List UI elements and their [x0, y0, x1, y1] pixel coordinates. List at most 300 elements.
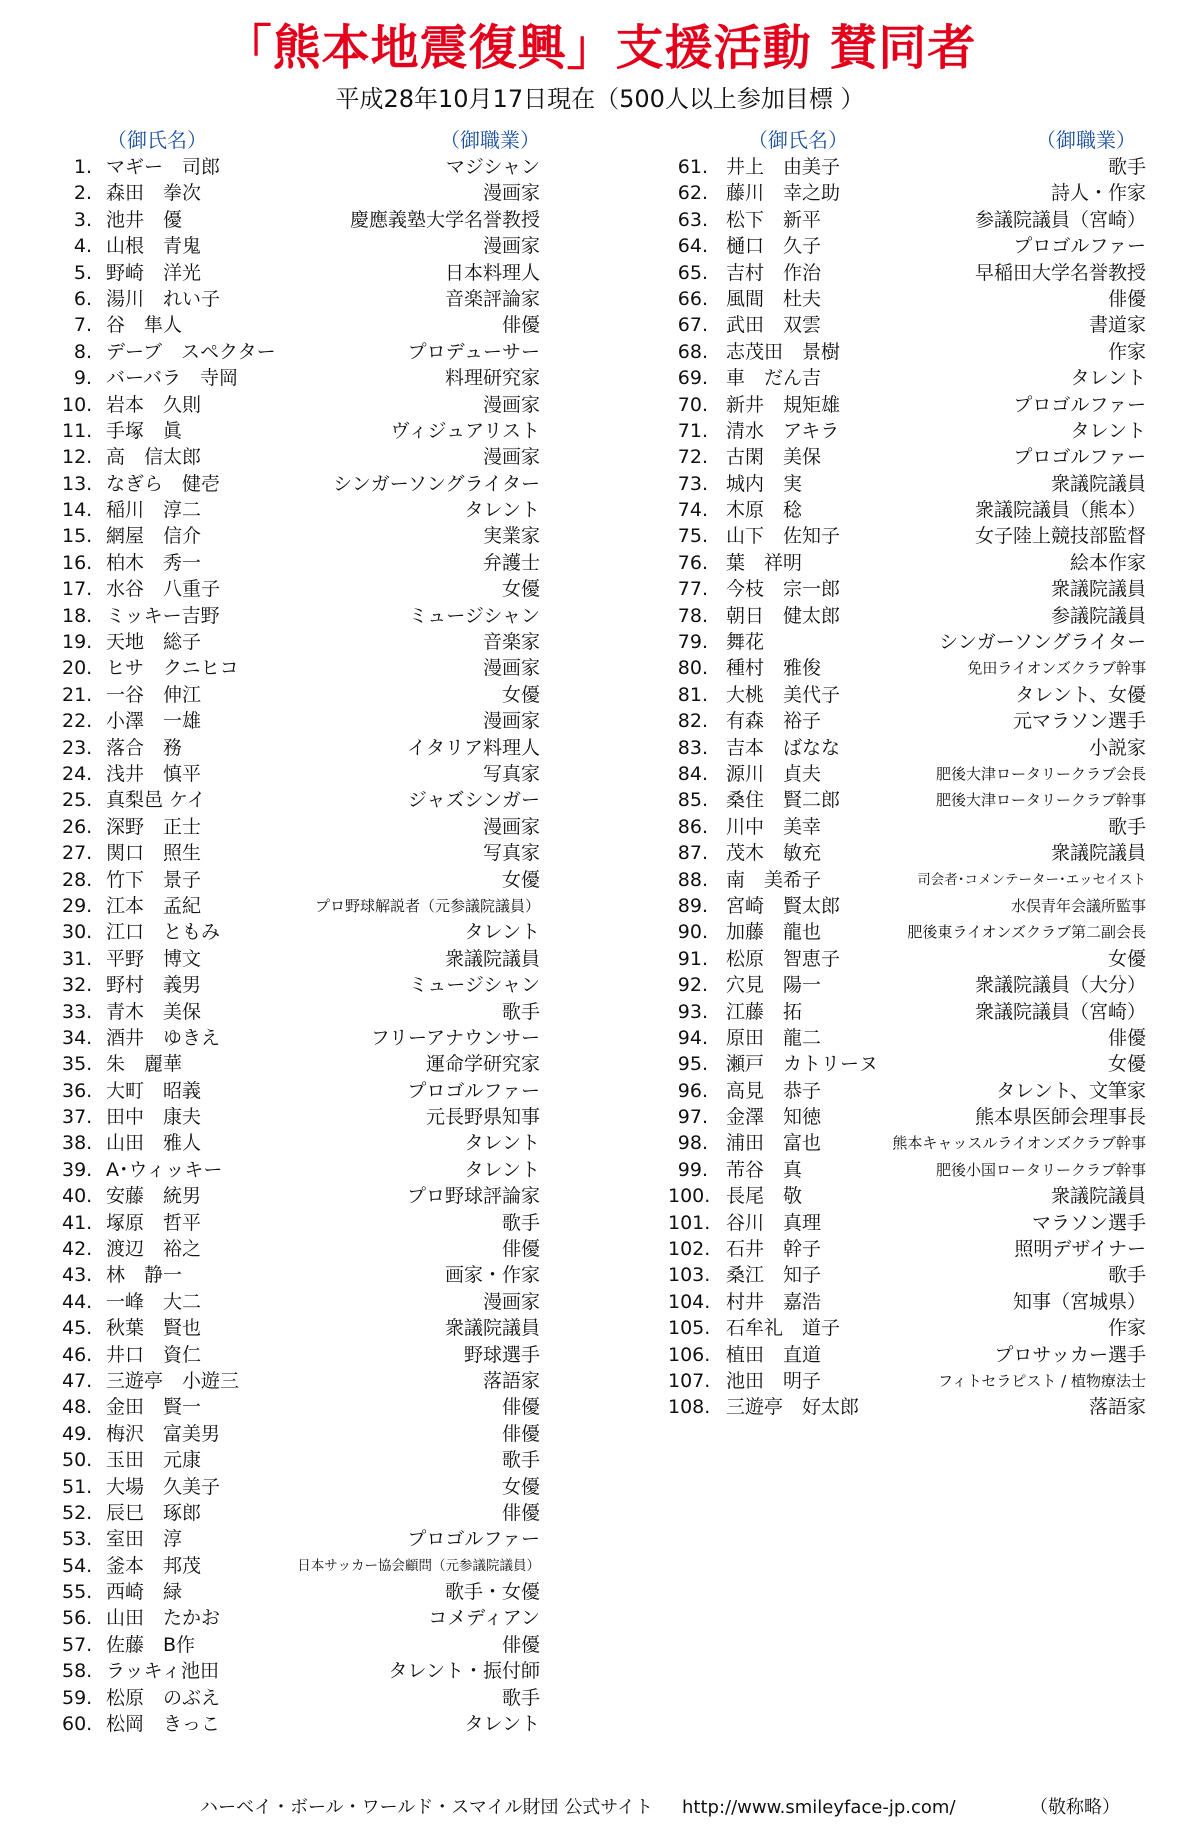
- footer-text: ハーベイ・ボール・ワールド・スマイル財団 公式サイト: [200, 1797, 654, 1818]
- supporter-occupation: 歌手・女優: [444, 1581, 540, 1604]
- entry-number: 46.: [62, 1343, 93, 1366]
- supporter-occupation: 俳優: [1107, 287, 1146, 310]
- list-item: [62, 682, 540, 708]
- supporter-name: 有森 裕子: [726, 710, 822, 733]
- entry-number: 107.: [668, 1369, 711, 1392]
- supporter-occupation: 俳優: [501, 1396, 540, 1419]
- list-item: [62, 972, 540, 998]
- entry-number: 80.: [677, 657, 708, 680]
- supporter-name: 大場 久美子: [106, 1475, 221, 1498]
- supporter-occupation: プロゴルファー: [407, 1079, 540, 1102]
- supporter-occupation: 漫画家: [482, 393, 540, 416]
- entry-number: 20.: [62, 657, 93, 680]
- supporter-rows: [62, 154, 540, 1737]
- entry-number: 92.: [677, 974, 708, 997]
- list-item: [62, 286, 540, 312]
- footer-note: （敬称略）: [1030, 1797, 1120, 1818]
- supporter-occupation: 画家・作家: [444, 1264, 540, 1287]
- list-item: [668, 708, 1146, 734]
- list-item: [62, 1447, 540, 1473]
- supporter-name: 城内 実: [726, 472, 803, 495]
- entry-number: 87.: [677, 842, 708, 865]
- supporter-occupation: 肥後大津ロータリークラブ幹事: [935, 791, 1146, 810]
- supporter-occupation: 元マラソン選手: [1012, 710, 1146, 733]
- supporter-name: 辰巳 琢郎: [106, 1501, 202, 1524]
- entry-number: 2.: [73, 182, 92, 205]
- supporter-occupation: 作家: [1107, 1317, 1146, 1340]
- entry-number: 90.: [677, 921, 708, 944]
- list-item: [62, 1236, 540, 1262]
- entry-number: 65.: [677, 261, 708, 284]
- list-item: [62, 418, 540, 444]
- entry-number: 8.: [73, 340, 92, 363]
- list-item: [668, 1236, 1146, 1262]
- entry-number: 62.: [677, 182, 708, 205]
- supporter-name: 桑住 賢二郎: [726, 789, 841, 812]
- supporter-name: 樋口 久子: [726, 235, 822, 258]
- list-item: [668, 550, 1146, 576]
- list-item: [62, 1051, 540, 1077]
- list-item: [62, 919, 540, 945]
- supporter-occupation: イタリア料理人: [406, 736, 540, 759]
- list-item: [62, 1104, 540, 1130]
- supporter-name: 植田 直道: [726, 1343, 822, 1366]
- supporter-name: 南 美希子: [726, 868, 822, 891]
- supporter-occupation: プロゴルファー: [407, 1528, 540, 1551]
- supporter-name: 谷川 真理: [726, 1211, 822, 1234]
- supporter-occupation: 俳優: [501, 1501, 540, 1524]
- supporter-name: 山下 佐知子: [726, 525, 841, 548]
- entry-number: 38.: [62, 1132, 93, 1155]
- supporter-name: 関口 照生: [106, 842, 202, 865]
- entry-number: 60.: [62, 1713, 93, 1736]
- supporter-occupation: 漫画家: [482, 182, 540, 205]
- supporter-occupation: 詩人・作家: [1050, 182, 1146, 205]
- list-item: [668, 1289, 1146, 1315]
- supporter-occupation: 参議院議員（宮崎）: [974, 208, 1146, 231]
- supporter-name: 葉 祥明: [726, 551, 803, 574]
- entry-number: 68.: [677, 340, 708, 363]
- supporter-occupation: 音楽評論家: [444, 287, 540, 310]
- supporter-occupation: 音楽家: [482, 631, 540, 654]
- list-item: [668, 444, 1146, 470]
- list-item: [62, 1500, 540, 1526]
- supporter-name: 車 だん吉: [726, 367, 822, 390]
- entry-number: 76.: [677, 551, 708, 574]
- supporter-occupation: 肥後東ライオンズクラブ第二副会長: [907, 923, 1146, 942]
- supporter-name: 松岡 きっこ: [106, 1713, 221, 1736]
- supporter-name: 玉田 元康: [106, 1449, 202, 1472]
- entry-number: 15.: [62, 525, 93, 548]
- list-item: [668, 365, 1146, 391]
- list-item: [62, 233, 540, 259]
- list-item: [62, 365, 540, 391]
- entry-number: 72.: [677, 446, 708, 469]
- list-item: [668, 1368, 1146, 1394]
- supporter-occupation: 照明デザイナー: [1014, 1238, 1146, 1261]
- supporter-name: 石牟礼 道子: [726, 1317, 841, 1340]
- footer-url-link[interactable]: http://www.smileyface-jp.com/: [682, 1797, 956, 1818]
- supporter-name: 渡辺 裕之: [106, 1238, 202, 1261]
- supporter-name: 三遊亭 小遊三: [106, 1369, 240, 1392]
- supporter-name: 長尾 敬: [726, 1185, 803, 1208]
- entry-number: 25.: [62, 789, 93, 812]
- list-item: [62, 1605, 540, 1631]
- list-item: [62, 603, 540, 629]
- entry-number: 30.: [62, 921, 93, 944]
- list-item: [62, 655, 540, 681]
- supporter-name: 池田 明子: [726, 1369, 822, 1392]
- supporter-name: 浦田 富也: [726, 1132, 822, 1155]
- supporter-occupation: 漫画家: [482, 235, 540, 258]
- supporter-occupation: 衆議院議員: [444, 1317, 540, 1340]
- supporter-name: 森田 拳次: [106, 182, 202, 205]
- supporter-name: 志茂田 景樹: [726, 340, 841, 363]
- list-item: [62, 576, 540, 602]
- list-item: [668, 814, 1146, 840]
- list-item: [668, 497, 1146, 523]
- supporter-name: 芾谷 真: [726, 1158, 803, 1181]
- entry-number: 75.: [677, 525, 708, 548]
- entry-number: 14.: [62, 499, 93, 522]
- entry-number: 100.: [668, 1185, 711, 1208]
- entry-number: 12.: [62, 446, 93, 469]
- supporter-name: 手塚 眞: [106, 419, 183, 442]
- entry-number: 70.: [677, 393, 708, 416]
- entry-number: 85.: [677, 789, 708, 812]
- supporter-name: デーブ スペクター: [106, 340, 276, 363]
- list-item: [62, 1632, 540, 1658]
- supporter-name: 青木 美保: [106, 1000, 202, 1023]
- entry-number: 71.: [677, 419, 708, 442]
- entry-number: 67.: [677, 314, 708, 337]
- list-item: [62, 392, 540, 418]
- supporter-occupation: 女優: [1107, 1053, 1146, 1076]
- supporter-name: 野崎 洋光: [106, 261, 202, 284]
- supporter-occupation: ミュージシャン: [408, 604, 540, 627]
- entry-number: 59.: [62, 1686, 93, 1709]
- supporter-occupation: 歌手: [1107, 156, 1146, 178]
- supporter-name: 加藤 龍也: [726, 921, 822, 944]
- entry-number: 103.: [668, 1264, 711, 1287]
- supporter-occupation: 漫画家: [482, 657, 540, 680]
- supporter-occupation: 日本サッカー協会顧問（元参議院議員）: [297, 1557, 540, 1574]
- entry-number: 16.: [62, 551, 93, 574]
- list-item: [62, 1157, 540, 1183]
- supporter-occupation: 肥後大津ロータリークラブ会長: [935, 764, 1146, 783]
- supporter-occupation: プロゴルファー: [1013, 235, 1146, 258]
- supporter-occupation: シンガーソングライター: [333, 472, 540, 495]
- list-item: [668, 312, 1146, 338]
- supporter-name: 江藤 拓: [726, 1000, 803, 1023]
- entry-number: 5.: [73, 261, 92, 284]
- supporter-occupation: 衆議院議員: [1050, 472, 1146, 495]
- supporter-name: 天地 総子: [106, 631, 202, 654]
- list-item: [62, 893, 540, 919]
- list-item: [62, 1526, 540, 1552]
- supporter-name: マギー 司郎: [106, 156, 221, 178]
- entry-number: 86.: [677, 815, 708, 838]
- supporter-occupation: タレント・振付師: [388, 1660, 540, 1683]
- supporter-name: 高 信太郎: [106, 446, 202, 469]
- list-item: [668, 840, 1146, 866]
- supporter-occupation: 料理研究家: [444, 367, 540, 390]
- supporter-name: 小澤 一雄: [106, 710, 202, 733]
- supporter-occupation: フィトセラピスト / 植物療法士: [938, 1371, 1146, 1390]
- supporter-name: 金田 賢一: [106, 1396, 202, 1419]
- supporter-occupation: 知事（宮城県）: [1012, 1290, 1146, 1313]
- supporter-occupation: 俳優: [501, 1238, 540, 1261]
- supporter-name: 松下 新平: [726, 208, 822, 231]
- list-item: [62, 312, 540, 338]
- supporter-name: 江本 孟紀: [106, 894, 202, 917]
- page-title: 「熊本地震復興」支援活動 賛同者: [223, 20, 977, 76]
- entry-number: 50.: [62, 1449, 93, 1472]
- list-item: [668, 682, 1146, 708]
- supporter-occupation: 衆議院議員（宮崎）: [974, 1000, 1146, 1023]
- supporter-occupation: 免田ライオンズクラブ幹事: [967, 659, 1146, 678]
- supporter-name: 深野 正士: [106, 815, 202, 838]
- supporter-occupation: 実業家: [482, 525, 540, 548]
- list-item: [62, 946, 540, 972]
- supporter-name: 原田 龍二: [726, 1026, 822, 1049]
- supporter-occupation: 衆議院議員: [1050, 1185, 1146, 1208]
- entry-number: 1.: [73, 156, 92, 178]
- entry-number: 63.: [677, 208, 708, 231]
- list-item: [62, 1289, 540, 1315]
- supporter-name: 宮崎 賢太郎: [726, 894, 841, 917]
- supporter-name: 稲川 淳二: [106, 499, 202, 522]
- entry-number: 56.: [62, 1607, 93, 1630]
- supporter-list-right: [668, 124, 1146, 1421]
- list-item: [668, 180, 1146, 206]
- supporter-name: なぎら 健壱: [106, 472, 221, 495]
- entry-number: 91.: [677, 947, 708, 970]
- supporter-occupation: プロ野球解説者（元参議院議員）: [314, 896, 540, 915]
- list-item: [668, 893, 1146, 919]
- name-column-header: （御氏名）: [748, 128, 848, 152]
- list-item: [668, 1262, 1146, 1288]
- list-item: [668, 1051, 1146, 1077]
- supporter-name: 梅沢 富美男: [106, 1422, 221, 1445]
- entry-number: 22.: [62, 710, 93, 733]
- supporter-occupation: タレント: [1070, 367, 1146, 390]
- supporter-name: 湯川 れい子: [106, 287, 221, 310]
- supporter-name: 谷 隼人: [106, 314, 183, 337]
- entry-number: 106.: [668, 1343, 711, 1366]
- supporter-name: 古閑 美保: [726, 446, 822, 469]
- supporter-rows: [668, 154, 1146, 1421]
- entry-number: 66.: [677, 287, 708, 310]
- supporter-occupation: 衆議院議員（大分）: [974, 974, 1146, 997]
- supporter-occupation: ミュージシャン: [408, 974, 540, 997]
- entry-number: 61.: [677, 156, 708, 178]
- supporter-occupation: 俳優: [501, 314, 540, 337]
- list-item: [668, 1130, 1146, 1156]
- supporter-name: 清水 アキラ: [726, 419, 840, 442]
- supporter-occupation: タレント: [464, 499, 540, 522]
- supporter-name: 佐藤 B作: [106, 1633, 196, 1656]
- supporter-occupation: 小説家: [1088, 736, 1146, 759]
- supporter-name: 岩本 久則: [106, 393, 202, 416]
- list-item: [668, 946, 1146, 972]
- supporter-name: 井口 資仁: [106, 1343, 202, 1366]
- list-item: [62, 629, 540, 655]
- entry-number: 43.: [62, 1264, 93, 1287]
- entry-number: 6.: [73, 287, 92, 310]
- entry-number: 45.: [62, 1317, 93, 1340]
- supporter-name: 大町 昭義: [106, 1079, 202, 1102]
- list-item: [62, 1078, 540, 1104]
- entry-number: 7.: [73, 314, 92, 337]
- supporter-name: 茂木 敏充: [726, 842, 822, 865]
- supporter-name: 高見 恭子: [726, 1079, 822, 1102]
- supporter-occupation: タレント: [464, 921, 540, 944]
- supporter-name: 一峰 大二: [106, 1290, 202, 1313]
- list-item: [668, 629, 1146, 655]
- supporter-occupation: シンガーソングライター: [939, 631, 1146, 654]
- list-item: [62, 1342, 540, 1368]
- supporter-occupation: プロゴルファー: [1013, 393, 1146, 416]
- list-item: [62, 550, 540, 576]
- supporter-name: 朝日 健太郎: [726, 604, 841, 627]
- page-subtitle: 平成28年10月17日現在（500人以上参加目標 ）: [335, 85, 865, 113]
- supporter-occupation: 作家: [1107, 340, 1146, 363]
- supporter-occupation: 女優: [1107, 947, 1146, 970]
- list-item: [62, 1130, 540, 1156]
- entry-number: 21.: [62, 683, 93, 706]
- supporter-name: 江口 ともみ: [106, 921, 221, 944]
- list-item: [668, 392, 1146, 418]
- entry-number: 13.: [62, 472, 93, 495]
- supporter-occupation: タレント: [464, 1158, 540, 1181]
- supporter-occupation: 熊本キャッスルライオンズクラブ幹事: [892, 1134, 1146, 1153]
- entry-number: 69.: [677, 367, 708, 390]
- supporter-occupation: 元長野県知事: [425, 1106, 540, 1129]
- entry-number: 81.: [677, 683, 708, 706]
- list-item: [668, 1078, 1146, 1104]
- entry-number: 78.: [677, 604, 708, 627]
- supporter-name: 川中 美幸: [726, 815, 822, 838]
- entry-number: 93.: [677, 1000, 708, 1023]
- entry-number: 24.: [62, 762, 93, 785]
- list-item: [668, 867, 1146, 893]
- supporter-name: 網屋 信介: [106, 525, 202, 548]
- supporter-name: 吉本 ばなな: [726, 736, 841, 759]
- supporter-occupation: フリーアナウンサー: [370, 1026, 540, 1049]
- entry-number: 23.: [62, 736, 93, 759]
- list-item: [668, 1210, 1146, 1236]
- supporter-occupation: 歌手: [501, 1686, 540, 1709]
- supporter-occupation: 写真家: [482, 842, 540, 865]
- supporter-occupation: 女優: [501, 578, 540, 601]
- supporter-name: 新井 規矩雄: [726, 393, 841, 416]
- supporter-occupation: 慶應義塾大学名誉教授: [349, 208, 540, 231]
- entry-number: 96.: [677, 1079, 708, 1102]
- list-item: [62, 260, 540, 286]
- list-item: [62, 1553, 540, 1579]
- list-item: [668, 1315, 1146, 1341]
- supporter-name: 林 静一: [106, 1264, 183, 1287]
- entry-number: 55.: [62, 1581, 93, 1604]
- supporter-occupation: プロサッカー選手: [994, 1343, 1146, 1366]
- supporter-name: 藤川 幸之助: [726, 182, 841, 205]
- entry-number: 26.: [62, 815, 93, 838]
- list-item: [668, 655, 1146, 681]
- supporter-name: 田中 康夫: [106, 1106, 202, 1129]
- entry-number: 73.: [677, 472, 708, 495]
- list-item: [62, 1183, 540, 1209]
- entry-number: 51.: [62, 1475, 93, 1498]
- list-item: [668, 919, 1146, 945]
- entry-number: 52.: [62, 1501, 93, 1524]
- list-item: [668, 154, 1146, 180]
- supporter-name: 山田 たかお: [106, 1607, 221, 1630]
- entry-number: 54.: [62, 1554, 93, 1577]
- supporter-name: 池井 優: [106, 208, 183, 231]
- supporter-occupation: ヴィジュアリスト: [390, 419, 540, 442]
- entry-number: 3.: [73, 208, 92, 231]
- supporter-name: ミッキー吉野: [106, 604, 220, 627]
- supporter-name: 石井 幹子: [726, 1238, 822, 1261]
- entry-number: 37.: [62, 1106, 93, 1129]
- supporter-occupation: 落語家: [1088, 1396, 1146, 1419]
- list-item: [668, 286, 1146, 312]
- supporter-name: 三遊亭 好太郎: [726, 1396, 860, 1419]
- entry-number: 32.: [62, 974, 93, 997]
- entry-number: 53.: [62, 1528, 93, 1551]
- entry-number: 18.: [62, 604, 93, 627]
- supporter-name: 室田 淳: [106, 1528, 183, 1551]
- supporter-occupation: 女優: [501, 683, 540, 706]
- entry-number: 39.: [62, 1158, 93, 1181]
- list-item: [668, 471, 1146, 497]
- list-item: [62, 1658, 540, 1684]
- supporter-occupation: タレント: [1070, 419, 1146, 442]
- list-item: [668, 523, 1146, 549]
- supporter-name: ヒサ クニヒコ: [106, 657, 239, 680]
- supporter-occupation: プロ野球評論家: [406, 1185, 540, 1208]
- supporter-occupation: 早稲田大学名誉教授: [974, 261, 1146, 284]
- entry-number: 31.: [62, 947, 93, 970]
- entry-number: 82.: [677, 710, 708, 733]
- list-item: [62, 735, 540, 761]
- list-item: [668, 761, 1146, 787]
- supporter-occupation: 俳優: [1107, 1026, 1146, 1049]
- supporter-occupation: 運命学研究家: [425, 1053, 540, 1076]
- entry-number: 47.: [62, 1369, 93, 1392]
- supporter-name: 山田 雅人: [106, 1132, 202, 1155]
- list-item: [62, 339, 540, 365]
- entry-number: 10.: [62, 393, 93, 416]
- name-column-header: （御氏名）: [107, 128, 207, 152]
- list-item: [62, 708, 540, 734]
- supporter-name: バーバラ 寺岡: [106, 367, 239, 390]
- supporter-name: 桑江 知子: [726, 1264, 822, 1287]
- supporter-name: 舞花: [726, 631, 765, 654]
- supporter-occupation: マジシャン: [445, 156, 540, 178]
- entry-number: 44.: [62, 1290, 93, 1313]
- supporter-occupation: 写真家: [482, 762, 540, 785]
- entry-number: 94.: [677, 1026, 708, 1049]
- supporter-occupation: 衆議院議員: [1050, 842, 1146, 865]
- supporter-occupation: 参議院議員: [1050, 604, 1146, 627]
- supporter-occupation: コメディアン: [428, 1607, 540, 1630]
- entry-number: 57.: [62, 1633, 93, 1656]
- supporter-name: 松原 のぶえ: [106, 1686, 221, 1709]
- supporter-name: 大桃 美代子: [726, 683, 841, 706]
- list-item: [62, 1025, 540, 1051]
